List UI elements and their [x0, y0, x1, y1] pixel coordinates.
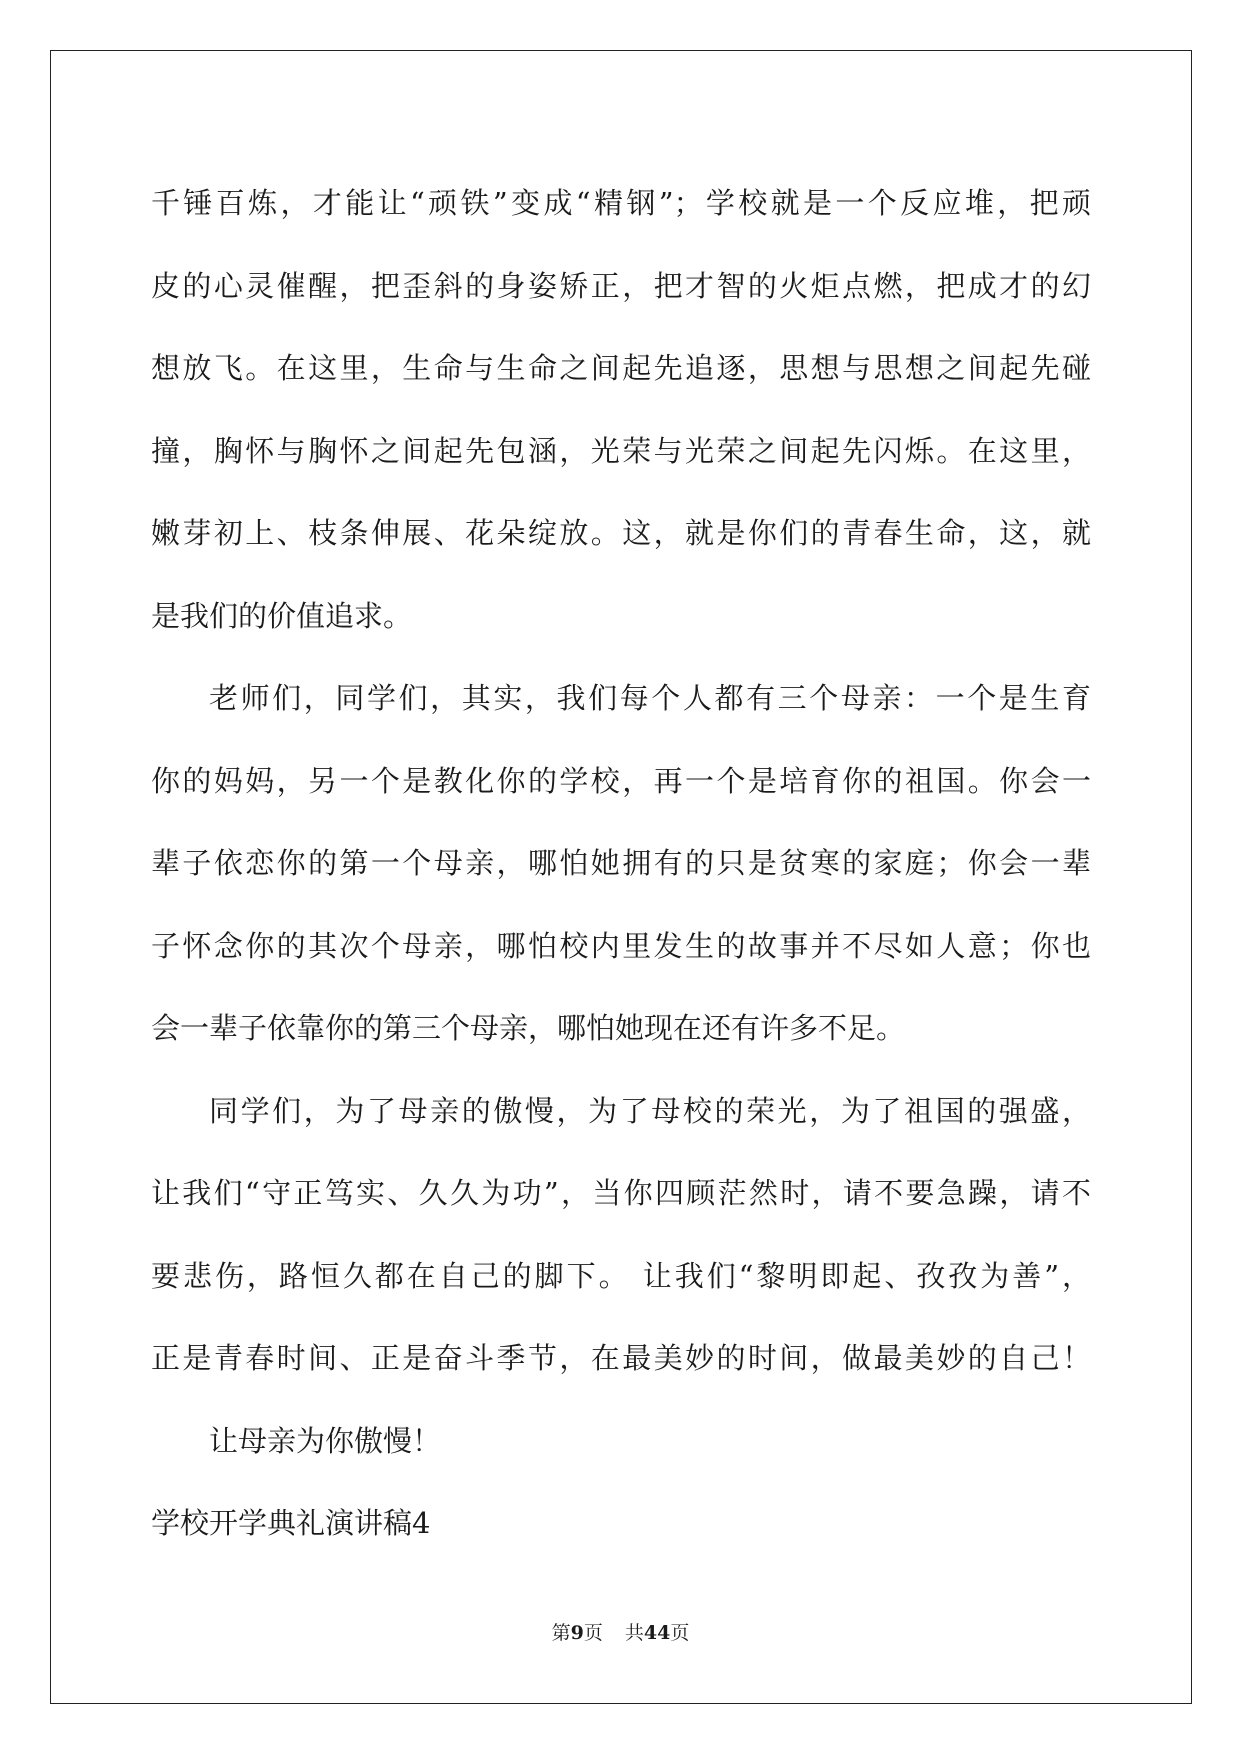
page-footer	[0, 1618, 1241, 1645]
text-line: 皮的心灵催醒，把歪斜的身姿矫正，把才智的火炬点燃，把成才的幻	[151, 268, 1091, 303]
paragraph-3	[151, 1070, 1091, 1400]
text-line: 嫩芽初上、枝条伸展、花朵绽放。这，就是你们的青春生命，这，就	[151, 516, 1091, 550]
section-heading: 学校开学典礼演讲稿4	[151, 1506, 431, 1540]
text-line: 同学们，为了母亲的傲慢，为了母校的荣光，为了祖国的强盛，	[209, 1093, 1091, 1128]
document-body	[151, 162, 1091, 1565]
text-line: 要悲伤，路恒久都在自己的脚下。 让我们“黎明即起、孜孜为善”，	[151, 1258, 1091, 1293]
footer-total-prefix: 共	[624, 1622, 644, 1644]
text-line: 撞，胸怀与胸怀之间起先包涵，光荣与光荣之间起先闪烁。在这里，	[151, 433, 1091, 468]
text-line: 辈子依恋你的第一个母亲，哪怕她拥有的只是贫寒的家庭；你会一辈	[151, 846, 1091, 880]
text-line: 让母亲为你傲慢！	[209, 1423, 442, 1458]
footer-page-suffix: 页	[583, 1622, 603, 1644]
footer-total-suffix: 页	[670, 1622, 690, 1644]
text-line: 你的妈妈，另一个是教化你的学校，再一个是培育你的祖国。你会一	[151, 763, 1091, 798]
footer-total-pages: 44	[643, 1622, 671, 1644]
text-line: 子怀念你的其次个母亲，哪怕校内里发生的故事并不尽如人意；你也	[151, 928, 1091, 963]
paragraph-4	[151, 1400, 1091, 1483]
text-line: 正是青春时间、正是奋斗季节，在最美妙的时间，做最美妙的自己！	[151, 1341, 1091, 1375]
text-line: 会一辈子依靠你的第三个母亲，哪怕她现在还有许多不足。	[151, 1011, 906, 1045]
text-line: 是我们的价值追求。	[151, 598, 413, 633]
text-line: 千锤百炼，才能让“顽铁”变成“精钢”；学校就是一个反应堆，把顽	[151, 186, 1091, 220]
paragraph-1	[151, 162, 1091, 657]
paragraph-2	[151, 657, 1091, 1070]
text-line: 让我们“守正笃实、久久为功”，当你四顾茫然时，请不要急躁，请不	[151, 1176, 1091, 1210]
footer-page-prefix: 第	[551, 1622, 571, 1644]
text-line: 老师们，同学们，其实，我们每个人都有三个母亲：一个是生育	[209, 681, 1091, 715]
text-line: 想放飞。在这里，生命与生命之间起先追逐，思想与思想之间起先碰	[151, 351, 1091, 385]
footer-page-number: 9	[570, 1622, 584, 1644]
